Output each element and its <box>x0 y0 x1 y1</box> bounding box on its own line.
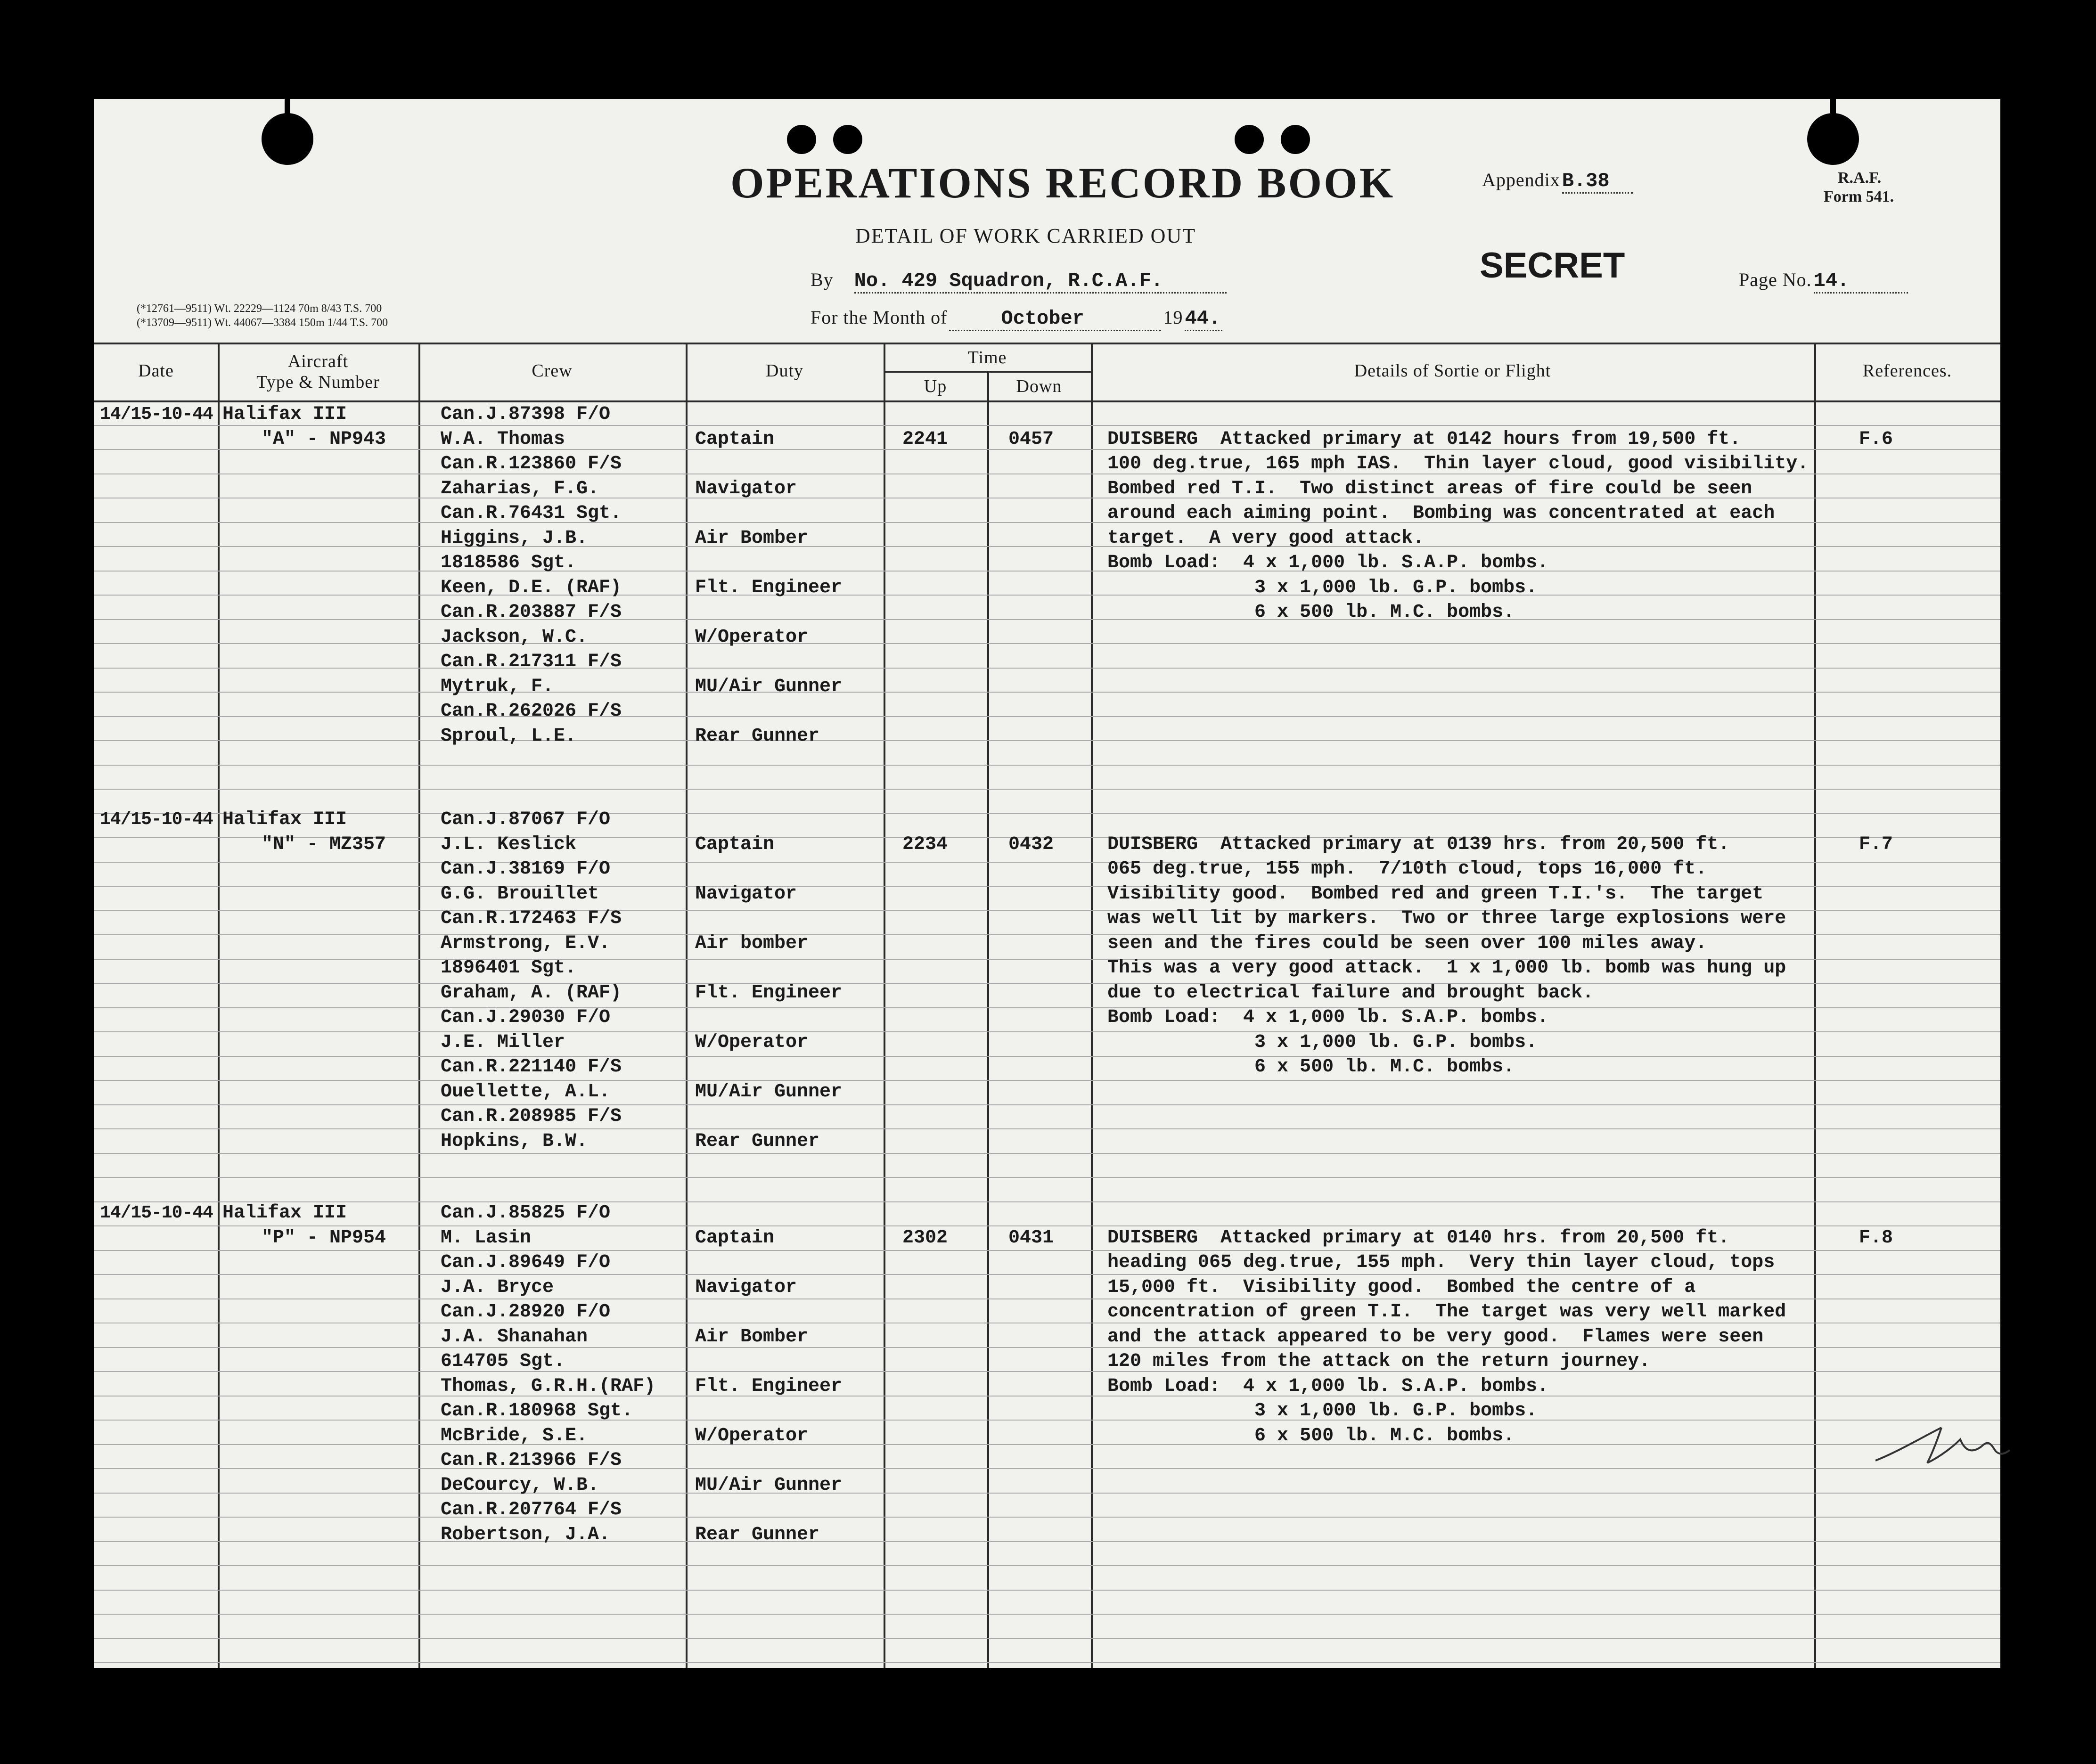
duty-role: W/Operator <box>695 1032 809 1053</box>
ruled-line <box>94 571 2000 572</box>
sortie-detail-line: Bomb Load: 4 x 1,000 lb. S.A.P. bombs. <box>1107 1376 1549 1397</box>
table-header-rule <box>94 400 2000 402</box>
crew-line: Ouellette, A.L. <box>441 1081 611 1102</box>
form-title: OPERATIONS RECORD BOOK <box>730 159 1395 207</box>
sortie-detail-line: seen and the fires could be seen over 100 miles away. <box>1107 933 1707 954</box>
ruled-line <box>94 1031 2000 1032</box>
sortie-detail-line: 3 x 1,000 lb. G.P. bombs. <box>1107 1400 1538 1421</box>
sortie-date: 14/15-10-44 <box>100 809 213 830</box>
crew-line: Thomas, G.R.H.(RAF) <box>441 1376 656 1397</box>
crew-line: Can.J.28920 F/O <box>441 1301 611 1323</box>
col-date: Date <box>138 361 174 381</box>
crew-line: Can.R.180968 Sgt. <box>441 1400 633 1421</box>
binder-hole-right <box>1807 113 1859 165</box>
crew-line: G.G. Brouillet <box>441 883 599 905</box>
ruled-line <box>94 1177 2000 1178</box>
duty-role: Flt. Engineer <box>695 577 843 598</box>
crew-line: Mytruk, F. <box>441 676 554 697</box>
time-down: 0457 <box>1008 429 1054 450</box>
duty-role: W/Operator <box>695 1425 809 1446</box>
duty-role: Navigator <box>695 1277 797 1298</box>
form-ref-line2: Form 541. <box>1824 188 1894 205</box>
duty-role: MU/Air Gunner <box>695 1475 843 1496</box>
time-up: 2302 <box>902 1227 948 1249</box>
aircraft-type: Halifax III <box>222 809 347 830</box>
month-label: For the Month of <box>811 307 948 328</box>
duty-role: Captain <box>695 1227 775 1249</box>
page-value: 14. <box>1814 270 1908 294</box>
crew-line: Can.R.217311 F/S <box>441 651 622 672</box>
time-down: 0431 <box>1008 1227 1054 1249</box>
crew-line: J.E. Miller <box>441 1032 565 1053</box>
sortie-date: 14/15-10-44 <box>100 404 213 425</box>
record-sheet <box>94 99 2000 1668</box>
ruled-line <box>94 740 2000 741</box>
crew-line: Jackson, W.C. <box>441 627 588 648</box>
duty-role: Captain <box>695 429 775 450</box>
col-references: References. <box>1862 361 1952 381</box>
ruled-line <box>94 1298 2000 1299</box>
col-crew: Crew <box>532 361 573 381</box>
crew-line: Can.R.208985 F/S <box>441 1106 622 1127</box>
aircraft-number: "N" - MZ357 <box>262 834 386 855</box>
ruled-line <box>94 789 2000 790</box>
form-subtitle: DETAIL OF WORK CARRIED OUT <box>855 224 1196 247</box>
ruled-line <box>94 1201 2000 1202</box>
ruled-line <box>94 643 2000 644</box>
ruled-line <box>94 1468 2000 1469</box>
col-divider-4 <box>884 343 885 1668</box>
crew-line: Can.J.89649 F/O <box>441 1252 611 1273</box>
crew-line: Can.R.123860 F/S <box>441 453 622 474</box>
sortie-reference: F.8 <box>1859 1227 1893 1249</box>
punch-hole-2 <box>833 125 862 154</box>
ruled-line <box>94 1371 2000 1372</box>
duty-role: W/Operator <box>695 627 809 648</box>
ruled-line <box>94 983 2000 984</box>
sortie-detail-line: 6 x 500 lb. M.C. bombs. <box>1107 1425 1515 1446</box>
crew-line: 1818586 Sgt. <box>441 552 577 573</box>
by-line <box>811 269 1227 294</box>
page-label: Page No. <box>1739 269 1812 290</box>
sortie-detail-line: 6 x 500 lb. M.C. bombs. <box>1107 1056 1515 1078</box>
crew-line: Graham, A. (RAF) <box>441 982 622 1004</box>
ruled-line <box>94 934 2000 935</box>
ruled-line <box>94 1541 2000 1542</box>
crew-line: 614705 Sgt. <box>441 1351 565 1372</box>
crew-line: Can.R.207764 F/S <box>441 1499 622 1520</box>
crew-line: Can.R.76431 Sgt. <box>441 503 622 524</box>
duty-role: Rear Gunner <box>695 726 820 747</box>
ruled-line <box>94 1080 2000 1081</box>
appendix-value: B.38 <box>1562 170 1633 194</box>
crew-line: W.A. Thomas <box>441 429 565 450</box>
col-divider-2 <box>418 343 420 1668</box>
crew-line: Can.J.85825 F/O <box>441 1202 611 1224</box>
crew-line: Can.R.221140 F/S <box>441 1056 622 1078</box>
duty-role: Rear Gunner <box>695 1524 820 1545</box>
col-time-down: Down <box>1016 376 1062 396</box>
crew-line: Sproul, L.E. <box>441 726 577 747</box>
crew-line: Hopkins, B.W. <box>441 1131 588 1152</box>
time-up: 2241 <box>902 429 948 450</box>
sortie-detail-line: 100 deg.true, 165 mph IAS. Thin layer cloud, good visibility. <box>1107 453 1809 474</box>
crew-line: Can.R.203887 F/S <box>441 602 622 623</box>
ruled-line <box>94 1614 2000 1615</box>
col-divider-1 <box>218 343 220 1668</box>
crew-line: Zaharias, F.G. <box>441 478 599 499</box>
sortie-detail-line: Bombed red T.I. Two distinct areas of fire could be seen <box>1107 478 1752 499</box>
ruled-line <box>94 765 2000 766</box>
print-line1: (*12761—9511) Wt. 22229—1124 70m 8/43 T.S. 700 <box>137 302 382 315</box>
sortie-detail-line: Bomb Load: 4 x 1,000 lb. S.A.P. bombs. <box>1107 1007 1549 1028</box>
month-line <box>811 306 1222 331</box>
crew-line: Can.R.172463 F/S <box>441 908 622 929</box>
aircraft-number: "A" - NP943 <box>262 429 386 450</box>
sortie-detail-line: 3 x 1,000 lb. G.P. bombs. <box>1107 577 1538 598</box>
ruled-line <box>94 425 2000 426</box>
duty-role: Captain <box>695 834 775 855</box>
sortie-detail-line: around each aiming point. Bombing was concentrated at each <box>1107 503 1775 524</box>
page-number <box>1739 269 1908 294</box>
duty-role: Navigator <box>695 478 797 499</box>
sortie-detail-line: Visibility good. Bombed red and green T.I.'s. The target <box>1107 883 1764 905</box>
punch-hole-3 <box>1235 125 1264 154</box>
ruled-line <box>94 862 2000 863</box>
ruled-line <box>94 1662 2000 1663</box>
duty-role: MU/Air Gunner <box>695 676 843 697</box>
binder-tab-right <box>1830 99 1836 118</box>
aircraft-number: "P" - NP954 <box>262 1227 386 1249</box>
sortie-detail-line: 6 x 500 lb. M.C. bombs. <box>1107 602 1515 623</box>
ruled-line <box>94 1128 2000 1129</box>
crew-line: Can.J.87398 F/O <box>441 404 611 425</box>
duty-role: Air Bomber <box>695 1326 809 1348</box>
crew-line: Robertson, J.A. <box>441 1524 611 1545</box>
year-prefix: 19 <box>1163 307 1183 328</box>
sortie-detail-line: DUISBERG Attacked primary at 0140 hrs. from 20,500 ft. <box>1107 1227 1730 1249</box>
ruled-line <box>94 1153 2000 1154</box>
aircraft-type: Halifax III <box>222 404 347 425</box>
crew-line: Can.J.38169 F/O <box>441 858 611 880</box>
crew-line: M. Lasin <box>441 1227 532 1249</box>
duty-role: MU/Air Gunner <box>695 1081 843 1102</box>
crew-line: Can.J.29030 F/O <box>441 1007 611 1028</box>
crew-line: J.A. Shanahan <box>441 1326 588 1348</box>
month-value: October <box>949 307 1161 331</box>
sortie-detail-line: and the attack appeared to be very good. Flames were seen <box>1107 1326 1764 1348</box>
sortie-detail-line: This was a very good attack. 1 x 1,000 lb. bomb was hung up <box>1107 957 1786 979</box>
sortie-reference: F.6 <box>1859 429 1893 450</box>
sortie-detail-line: 065 deg.true, 155 mph. 7/10th cloud, tops 16,000 ft. <box>1107 858 1707 880</box>
crew-line: Can.R.262026 F/S <box>441 701 622 722</box>
print-info <box>137 302 388 330</box>
crew-line: Keen, D.E. (RAF) <box>441 577 622 598</box>
crew-line: 1896401 Sgt. <box>441 957 577 979</box>
col-divider-6 <box>1091 343 1093 1668</box>
ruled-line <box>94 1444 2000 1445</box>
col-aircraft <box>218 351 418 392</box>
by-label: By <box>811 269 834 290</box>
col-aircraft-line2: Type & Number <box>256 372 380 392</box>
sortie-detail-line: Bomb Load: 4 x 1,000 lb. S.A.P. bombs. <box>1107 552 1549 573</box>
crew-line: McBride, S.E. <box>441 1425 588 1446</box>
squadron-value: No. 429 Squadron, R.C.A.F. <box>854 270 1227 294</box>
duty-role: Air bomber <box>695 933 809 954</box>
ruled-line <box>94 1007 2000 1008</box>
sortie-date: 14/15-10-44 <box>100 1203 213 1223</box>
sortie-detail-line: DUISBERG Attacked primary at 0139 hrs. from 20,500 ft. <box>1107 834 1730 855</box>
crew-line: Higgins, J.B. <box>441 528 588 549</box>
punch-hole-4 <box>1281 125 1310 154</box>
handwritten-initials <box>1871 1418 2012 1470</box>
sortie-detail-line: was well lit by markers. Two or three large explosions were <box>1107 908 1786 929</box>
sortie-detail-line: DUISBERG Attacked primary at 0142 hours from 19,500 ft. <box>1107 429 1741 450</box>
ruled-line <box>94 619 2000 620</box>
crew-line: J.A. Bryce <box>441 1277 554 1298</box>
sortie-detail-line: heading 065 deg.true, 155 mph. Very thin layer cloud, tops <box>1107 1252 1775 1273</box>
form-reference <box>1824 169 1894 206</box>
form-ref-line1: R.A.F. <box>1838 169 1882 187</box>
duty-role: Flt. Engineer <box>695 1376 843 1397</box>
print-line2: (*13709—9511) Wt. 44067—3384 150m 1/44 T.S. 700 <box>137 317 388 329</box>
binder-hole-left <box>262 113 313 165</box>
ruled-line <box>94 668 2000 669</box>
ruled-line <box>94 1420 2000 1421</box>
sortie-reference: F.7 <box>1859 834 1893 855</box>
duty-role: Air Bomber <box>695 528 809 549</box>
sortie-detail-line: concentration of green T.I. The target was very well marked <box>1107 1301 1786 1323</box>
duty-role: Flt. Engineer <box>695 982 843 1004</box>
table-top-rule <box>94 343 2000 344</box>
col-duty: Duty <box>766 361 803 381</box>
crew-line: Can.R.213966 F/S <box>441 1450 622 1471</box>
col-divider-5 <box>987 371 989 1668</box>
duty-role: Rear Gunner <box>695 1131 820 1152</box>
year-value: 44. <box>1185 307 1222 331</box>
duty-role: Navigator <box>695 883 797 905</box>
binder-tab-left <box>285 99 290 118</box>
ruled-line <box>94 1517 2000 1518</box>
sortie-detail-line: 3 x 1,000 lb. G.P. bombs. <box>1107 1032 1538 1053</box>
time-up: 2234 <box>902 834 948 855</box>
ruled-line <box>94 1493 2000 1494</box>
ruled-line <box>94 813 2000 814</box>
ruled-line <box>94 1638 2000 1639</box>
sortie-detail-line: 120 miles from the attack on the return journey. <box>1107 1351 1651 1372</box>
sortie-detail-line: due to electrical failure and brought back. <box>1107 982 1594 1004</box>
crew-line: Armstrong, E.V. <box>441 933 611 954</box>
crew-line: J.L. Keslick <box>441 834 577 855</box>
ruled-line <box>94 1104 2000 1105</box>
sortie-detail-line: 15,000 ft. Visibility good. Bombed the centre of a <box>1107 1277 1696 1298</box>
col-details: Details of Sortie or Flight <box>1354 361 1551 381</box>
ruled-line <box>94 1590 2000 1591</box>
ruled-line <box>94 595 2000 596</box>
col-divider-3 <box>686 343 688 1668</box>
col-time: Time <box>967 348 1007 368</box>
time-down: 0432 <box>1008 834 1054 855</box>
col-divider-7 <box>1814 343 1816 1668</box>
sortie-detail-line: target. A very good attack. <box>1107 528 1425 549</box>
punch-hole-1 <box>787 125 816 154</box>
ruled-line <box>94 716 2000 717</box>
col-time-up: Up <box>924 376 947 396</box>
appendix-label: Appendix <box>1482 169 1560 190</box>
crew-line: Can.J.87067 F/O <box>441 809 611 830</box>
aircraft-type: Halifax III <box>222 1202 347 1224</box>
ruled-line <box>94 1056 2000 1057</box>
appendix <box>1482 169 1633 194</box>
crew-line: DeCourcy, W.B. <box>441 1475 599 1496</box>
ruled-line <box>94 546 2000 547</box>
classification-stamp: SECRET <box>1480 245 1625 286</box>
col-aircraft-line1: Aircraft <box>287 351 349 371</box>
ruled-line <box>94 692 2000 693</box>
ruled-line <box>94 1565 2000 1566</box>
